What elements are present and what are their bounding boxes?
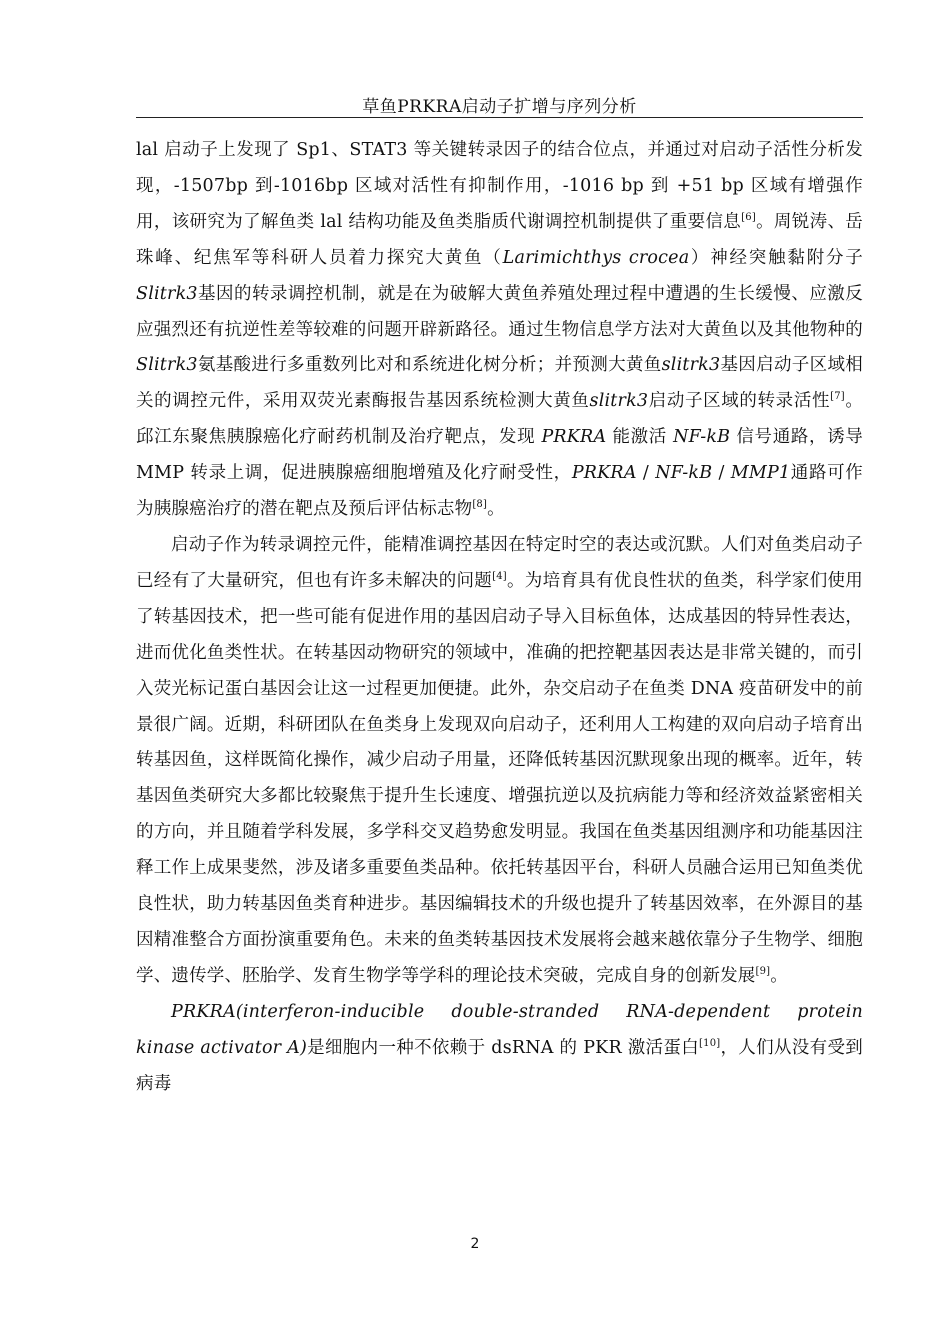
text-run: 通路可作为胰腺癌治疗的潜在靶点及预后评估标志物: [136, 463, 863, 520]
citation-ref: [9]: [755, 966, 771, 978]
italic-term: slitrk3: [589, 391, 649, 412]
text-run: 。周锐涛、岳珠峰、纪焦军等科研人员着力探究大黄鱼（: [136, 211, 864, 268]
italic-term: MMP1: [730, 463, 791, 484]
text-run: 启动子作为转录调控元件，能精准调控基因在特定时空的表达或沉默。人们对鱼类启动子已经有了大量研究，但也有许多未解决的问题: [136, 534, 863, 591]
text-run: /: [636, 463, 656, 484]
paragraph-2: [136, 528, 863, 995]
paragraph-1: [136, 133, 863, 528]
text-run: ，人们从没有受到病毒: [136, 1037, 863, 1094]
page-number: 2: [470, 1236, 480, 1252]
italic-term: PRKRA: [541, 427, 607, 448]
text-run: lal 启动子上发现了 Sp1、STAT3 等关键转录因子的结合位点，并通过对启动子活性分析发现，-1507bp 到-1016bp 区域对活性有抑制作用，-1016 bp 到 +51 bp 区域有增强作用，该研究为了解鱼类 lal 结构功能及鱼类脂质代谢调控机制提供了重要信息: [136, 140, 863, 232]
italic-term: NF-kB: [655, 463, 713, 484]
text-run: /: [712, 463, 731, 484]
italic-term: Slitrk3: [136, 283, 198, 304]
text-run: 基因启动子区域相关的调控元件，采用双荧光素酶报告基因系统检测大黄鱼: [136, 355, 863, 412]
italic-term: PRKRA: [571, 463, 637, 484]
italic-term: Slitrk3: [136, 355, 198, 376]
italic-term: PRKRA(interferon-inducible double-stranded RNA-dependent protein kinase activator A): [136, 1001, 863, 1058]
text-run: 启动子区域的转录活性: [648, 391, 831, 412]
citation-ref: [6]: [741, 211, 756, 223]
body-text: [136, 133, 863, 1102]
header-rule: [136, 117, 863, 118]
text-run: 氨基酸进行多重数列比对和系统进化树分析；并预测大黄鱼: [197, 355, 662, 376]
text-run: 。: [770, 965, 788, 986]
text-run: 基因的转录调控机制，就是在为破解大黄鱼养殖处理过程中遭遇的生长缓慢、应激反应强烈还有抗逆性差等较难的问题开辟新路径。通过生物信息学方法对大黄鱼以及其他物种的: [136, 283, 863, 340]
text-run: 信号通路，诱导MMP 转录上调，促进胰腺癌细胞增殖及化疗耐受性，: [136, 427, 863, 484]
running-header-title: 草鱼PRKRA启动子扩增与序列分析: [362, 97, 637, 117]
italic-term: slitrk3: [661, 355, 721, 376]
citation-ref: [8]: [472, 499, 488, 511]
citation-ref: [4]: [492, 571, 507, 583]
citation-ref: [7]: [830, 391, 845, 403]
text-run: 。邱江东聚焦胰腺癌化疗耐药机制及治疗靶点，发现: [136, 391, 864, 448]
text-run: 。为培育具有优良性状的鱼类，科学家们使用了转基因技术，把一些可能有促进作用的基因启动子导入目标鱼体，达成基因的特异性表达，进而优化鱼类性状。在转基因动物研究的领域中，准确的把控靶基因表达是非常关键的，而引入荧光标记蛋白基因会让这一过程更加便捷。此外，杂交启动子在鱼类 DNA 疫苗研发中的前景很广阔。近期，科研团队在鱼类身上发现双向启动子，还利用人工构建的双向启动子培育出转基因鱼，这样既简化操作，减少启动子用量，还降低转基因沉默现象出现的概率。近年，转基因鱼类研究大多都比较聚焦于提升生长速度、增强抗逆以及抗病能力等和经济效益紧密相关的方向，并且随着学科发展，多学科交叉趋势愈发明显。我国在鱼类基因组测序和功能基因注释工作上成果斐然，涉及诸多重要鱼类品种。依托转基因平台，科研人员融合运用已知鱼类优良性状，助力转基因鱼类育种进步。基因编辑技术的升级也提升了转基因效率，在外源目的基因精准整合方面扮演重要角色。未来的鱼类转基因技术发展将会越来越依靠分子生物学、细胞学、遗传学、胚胎学、发育生物学等学科的理论技术突破，完成自身的创新发展: [136, 570, 864, 986]
paragraph-3: [136, 995, 863, 1103]
text-run: 。: [487, 499, 505, 520]
italic-term: Larimichthys crocea: [502, 247, 690, 268]
text-run: 能激活: [606, 427, 674, 448]
text-run: ）神经突触黏附分子: [689, 247, 863, 268]
citation-ref: [10]: [699, 1037, 721, 1049]
text-run: 是细胞内一种不依赖于 dsRNA 的 PKR 激活蛋白: [307, 1037, 700, 1058]
italic-term: NF-kB: [673, 427, 731, 448]
